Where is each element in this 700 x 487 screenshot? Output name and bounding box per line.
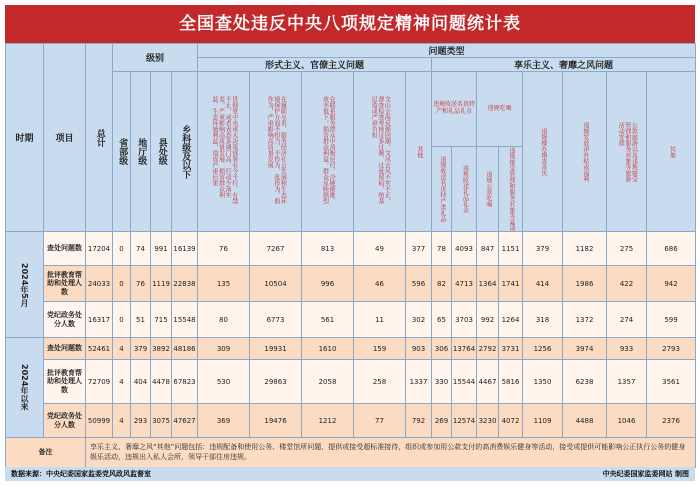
col-h-gift-specialty: 违规收送名贵特产类礼品: [432, 147, 452, 232]
data-cell: 46: [354, 266, 406, 302]
data-cell: 5816: [499, 360, 523, 404]
col-h-eat-group: 违规吃喝: [477, 72, 523, 147]
footer-bar: [5, 467, 695, 481]
data-cell: 0: [113, 266, 131, 302]
total-cell: 17204: [86, 232, 113, 266]
data-cell: 3703: [452, 302, 477, 338]
data-cell: 330: [432, 360, 452, 404]
col-h-gift-group: 违规收送名贵特产和礼品礼金: [432, 72, 477, 147]
data-cell: 82: [432, 266, 452, 302]
row-label: 批评教育帮助和处理人数: [44, 266, 86, 302]
data-cell: 379: [131, 338, 151, 360]
data-cell: 1151: [499, 232, 523, 266]
data-cell: 74: [131, 232, 151, 266]
data-cell: 3561: [647, 360, 696, 404]
data-cell: 0: [113, 302, 131, 338]
data-cell: 48186: [172, 338, 198, 360]
data-cell: 2792: [477, 338, 499, 360]
col-level-bureau: 地厅级: [131, 72, 151, 232]
data-cell: 275: [607, 232, 647, 266]
data-cell: 77: [354, 404, 406, 438]
table-row: [6, 232, 696, 266]
data-cell: 2793: [647, 338, 696, 360]
row-label: 查处问题数: [44, 338, 86, 360]
col-f-duty: 在履职尽责、服务经济社会发展和生态环境保护方面不担当、不作为、乱作为、假作为，严重影响高质量发展: [250, 72, 302, 232]
data-cell: 258: [354, 360, 406, 404]
data-cell: 269: [432, 404, 452, 438]
data-cell: 7267: [250, 232, 302, 266]
col-problem-type-header: 问题类型: [198, 44, 696, 58]
data-cell: 4713: [452, 266, 477, 302]
data-cell: 12574: [452, 404, 477, 438]
data-cell: 599: [647, 302, 696, 338]
data-cell: 1256: [523, 338, 563, 360]
total-cell: 24033: [86, 266, 113, 302]
data-cell: 3230: [477, 404, 499, 438]
data-cell: 991: [151, 232, 172, 266]
data-cell: 1182: [563, 232, 607, 266]
data-cell: 686: [647, 232, 696, 266]
data-cell: 19931: [250, 338, 302, 360]
data-cell: 6238: [563, 360, 607, 404]
data-cell: 1372: [563, 302, 607, 338]
data-cell: 76: [131, 266, 151, 302]
data-cell: 135: [198, 266, 250, 302]
period-cell: 2024年5月: [6, 232, 44, 338]
data-cell: 715: [151, 302, 172, 338]
data-cell: 47627: [172, 404, 198, 438]
data-cell: 274: [607, 302, 647, 338]
col-formalism-header: 形式主义、官僚主义问题: [198, 58, 432, 72]
col-h-other: 其他: [647, 72, 696, 232]
data-cell: 13764: [452, 338, 477, 360]
row-label: 党纪政务处分人数: [44, 302, 86, 338]
col-h-eat-banquet: 违规接受管理和服务对象等宴请: [499, 147, 523, 232]
col-time-header: 时期: [6, 44, 44, 232]
data-cell: 1986: [563, 266, 607, 302]
data-cell: 1610: [302, 338, 354, 360]
data-cell: 4467: [477, 360, 499, 404]
col-h-gift-money: 违规收送礼品礼金: [452, 147, 477, 232]
data-cell: 4: [113, 404, 131, 438]
row-label: 批评教育帮助和处理人数: [44, 360, 86, 404]
data-cell: 942: [647, 266, 696, 302]
data-cell: 78: [432, 232, 452, 266]
data-cell: 847: [477, 232, 499, 266]
stats-table: [5, 43, 696, 468]
col-level-township: 乡科级及以下: [172, 72, 198, 232]
data-cell: 15544: [452, 360, 477, 404]
data-cell: 561: [302, 302, 354, 338]
data-cell: 80: [198, 302, 250, 338]
total-cell: 16317: [86, 302, 113, 338]
data-cell: 0: [113, 232, 131, 266]
data-cell: 159: [354, 338, 406, 360]
data-cell: 1119: [151, 266, 172, 302]
data-cell: 404: [131, 360, 151, 404]
data-cell: 3075: [151, 404, 172, 438]
data-cell: 2058: [302, 360, 354, 404]
data-cell: 19476: [250, 404, 302, 438]
data-cell: 293: [131, 404, 151, 438]
table-row: [6, 266, 696, 302]
data-cell: 414: [523, 266, 563, 302]
col-hedonism-header: 享乐主义、奢靡之风问题: [432, 58, 696, 72]
data-cell: 903: [406, 338, 432, 360]
data-cell: 4478: [151, 360, 172, 404]
data-cell: 933: [607, 338, 647, 360]
col-h-subsidy: 违规发放津补贴或福利: [563, 72, 607, 232]
data-cell: 1337: [406, 360, 432, 404]
col-total-header: 总计: [86, 44, 113, 232]
row-label: 党纪政务处分人数: [44, 404, 86, 438]
data-cell: 1109: [523, 404, 563, 438]
data-cell: 422: [607, 266, 647, 302]
data-cell: 369: [198, 404, 250, 438]
data-cell: 992: [477, 302, 499, 338]
col-f-decision: 贯彻党中央重大决策部署有令不行、有禁不止，或者表态多调门高、行动少落实差，严重影响高质量发展、损害群众利益、生态环境利益，造成严重后果: [198, 72, 250, 232]
data-cell: 3892: [151, 338, 172, 360]
data-cell: 51: [131, 302, 151, 338]
data-cell: 29863: [250, 360, 302, 404]
data-cell: 1741: [499, 266, 523, 302]
data-cell: 3974: [563, 338, 607, 360]
col-f-service: 在联系服务群众中消极应付、冷硬横推、效率低下，损害群众利益，群众反映强烈: [302, 72, 354, 232]
table-row: [6, 404, 696, 438]
note-row: [6, 438, 696, 468]
data-cell: 1364: [477, 266, 499, 302]
data-cell: 377: [406, 232, 432, 266]
data-cell: 76: [198, 232, 250, 266]
note-label: 备注: [6, 438, 86, 468]
data-cell: 1350: [523, 360, 563, 404]
col-level-province: 省部级: [113, 72, 131, 232]
col-level-header: 级别: [113, 44, 198, 72]
credit: 中央纪委国家监委网站 制图: [602, 470, 689, 478]
data-cell: 530: [198, 360, 250, 404]
data-cell: 67823: [172, 360, 198, 404]
data-cell: 11: [354, 302, 406, 338]
stats-table-wrapper: [5, 43, 695, 468]
data-source: 数据来源：中央纪委国家监委党风政风监督室: [11, 470, 151, 478]
data-cell: 4093: [452, 232, 477, 266]
total-cell: 52461: [86, 338, 113, 360]
col-level-county: 县处级: [151, 72, 172, 232]
data-cell: 996: [302, 266, 354, 302]
data-cell: 16139: [172, 232, 198, 266]
data-cell: 4488: [563, 404, 607, 438]
total-cell: 50999: [86, 404, 113, 438]
data-cell: 22838: [172, 266, 198, 302]
data-cell: 4072: [499, 404, 523, 438]
col-f-meetings: 文山会海反弹回潮，文风会风不实不正，督查检查考核过多过频、过度留痕，给基层造成严重负担: [354, 72, 406, 232]
data-cell: 379: [523, 232, 563, 266]
note-text: 享乐主义、奢靡之风“其他”问题包括：违规配备和使用公务、楼堂馆所问题，提供或接受超标准接待，组织或参加用公款支付的高消费娱乐健身等活动，接受或提供可能影响公正执行公务的健身娱乐活动，违规出入私人会所，领导干部住房违规。: [86, 438, 696, 468]
table-row: [6, 360, 696, 404]
data-cell: 65: [432, 302, 452, 338]
col-h-wedding: 违规操办婚丧喜庆: [523, 72, 563, 232]
data-cell: 306: [432, 338, 452, 360]
table-row: [6, 338, 696, 360]
col-h-travel: 公款旅游以及违规接受管理和服务对象等旅游活动安排: [607, 72, 647, 232]
data-cell: 1046: [607, 404, 647, 438]
data-cell: 596: [406, 266, 432, 302]
col-item-header: 项目: [44, 44, 86, 232]
data-cell: 6773: [250, 302, 302, 338]
data-cell: 49: [354, 232, 406, 266]
data-cell: 4: [113, 338, 131, 360]
data-cell: 309: [198, 338, 250, 360]
row-label: 查处问题数: [44, 232, 86, 266]
data-cell: 4: [113, 360, 131, 404]
data-cell: 10504: [250, 266, 302, 302]
data-cell: 813: [302, 232, 354, 266]
col-h-eat-public: 违规公款吃喝: [477, 147, 499, 232]
data-cell: 1212: [302, 404, 354, 438]
data-cell: 2376: [647, 404, 696, 438]
data-cell: 3731: [499, 338, 523, 360]
data-cell: 1264: [499, 302, 523, 338]
data-cell: 1357: [607, 360, 647, 404]
period-cell: 2024年以来: [6, 338, 44, 438]
sheet-title: 全国查处违反中央八项规定精神问题统计表: [5, 5, 695, 43]
data-cell: 15548: [172, 302, 198, 338]
table-row: [6, 302, 696, 338]
data-cell: 302: [406, 302, 432, 338]
total-cell: 72709: [86, 360, 113, 404]
col-f-other: 其他: [406, 72, 432, 232]
data-cell: 792: [406, 404, 432, 438]
data-cell: 318: [523, 302, 563, 338]
